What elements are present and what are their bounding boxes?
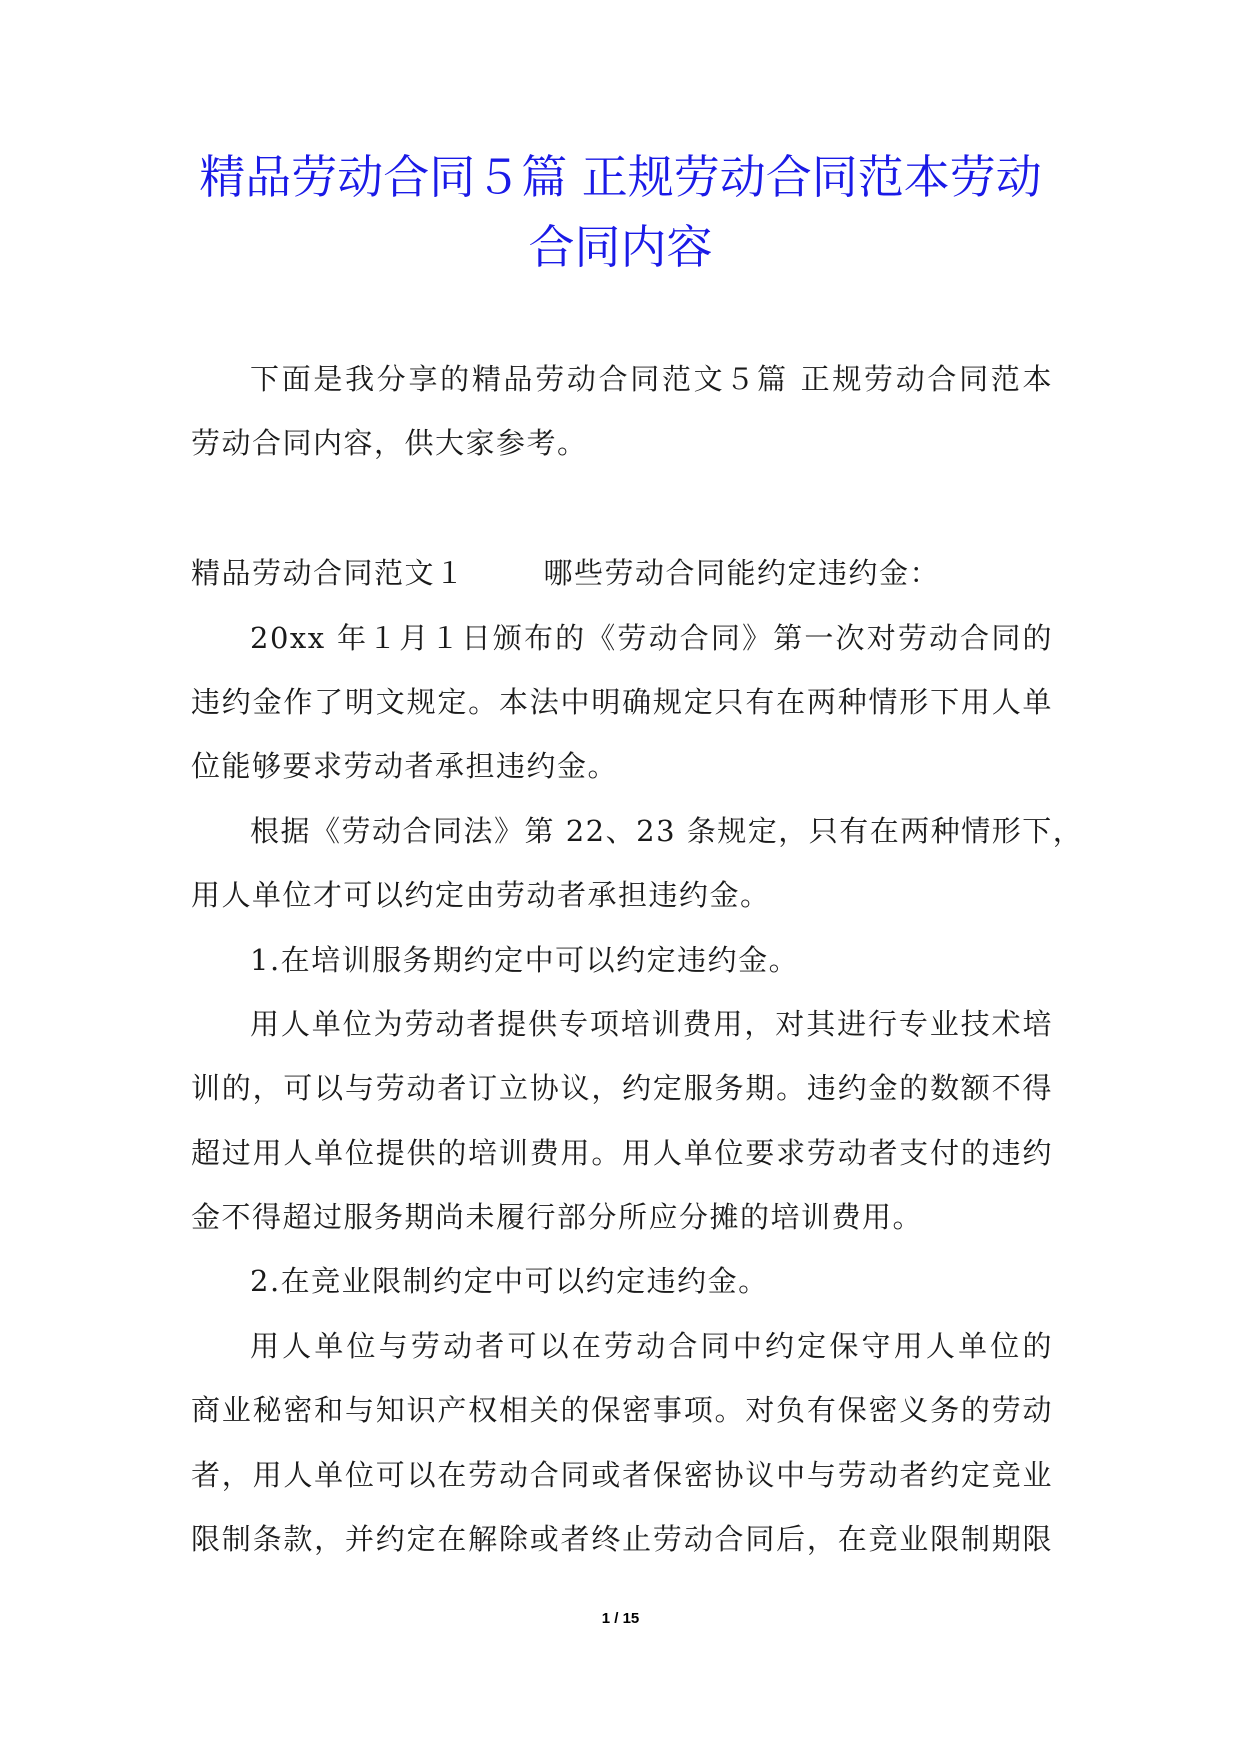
document-title-line-2: 合同内容	[528, 220, 713, 274]
paragraph-line: 金不得超过服务期尚未履行部分所应分摊的培训费用。	[191, 1200, 924, 1234]
section-subheading: 哪些劳动合同能约定违约金：	[543, 556, 941, 590]
list-item: 1.在培训服务期约定中可以约定违约金。	[250, 943, 800, 977]
paragraph-line: 者，用人单位可以在劳动合同或者保密协议中与劳动者约定竞业	[191, 1458, 1053, 1492]
paragraph-line: 违约金作了明文规定。本法中明确规定只有在两种情形下用人单	[191, 685, 1053, 719]
document-title-line-1: 精品劳动合同５篇 正规劳动合同范本劳动	[199, 150, 1042, 204]
paragraph-line: 位能够要求劳动者承担违约金。	[191, 749, 619, 783]
section-heading-row	[191, 553, 1053, 593]
paragraph-line: 用人单位为劳动者提供专项培训费用，对其进行专业技术培	[250, 1007, 1053, 1041]
paragraph-line: 20xx 年１月１日颁布的《劳动合同》第一次对劳动合同的	[250, 621, 1053, 655]
paragraph-line: 用人单位才可以约定由劳动者承担违约金。	[191, 878, 771, 912]
intro-line-2: 劳动合同内容，供大家参考。	[191, 426, 588, 460]
section-heading: 精品劳动合同范文１	[191, 556, 466, 590]
list-item: 2.在竞业限制约定中可以约定违约金。	[250, 1264, 769, 1298]
page-number: 1 / 15	[601, 1610, 640, 1627]
paragraph-line: 限制条款，并约定在解除或者终止劳动合同后，在竞业限制期限	[191, 1522, 1053, 1556]
paragraph-line: 根据《劳动合同法》第 22、23 条规定，只有在两种情形下，	[250, 814, 1084, 848]
intro-line-1: 下面是我分享的精品劳动合同范文５篇 正规劳动合同范本	[250, 362, 1053, 396]
paragraph-line: 商业秘密和与知识产权相关的保密事项。对负有保密义务的劳动	[191, 1393, 1053, 1427]
paragraph-line: 训的，可以与劳动者订立协议，约定服务期。违约金的数额不得	[191, 1071, 1053, 1105]
paragraph-line: 用人单位与劳动者可以在劳动合同中约定保守用人单位的	[250, 1329, 1053, 1363]
paragraph-line: 超过用人单位提供的培训费用。用人单位要求劳动者支付的违约	[191, 1136, 1053, 1170]
